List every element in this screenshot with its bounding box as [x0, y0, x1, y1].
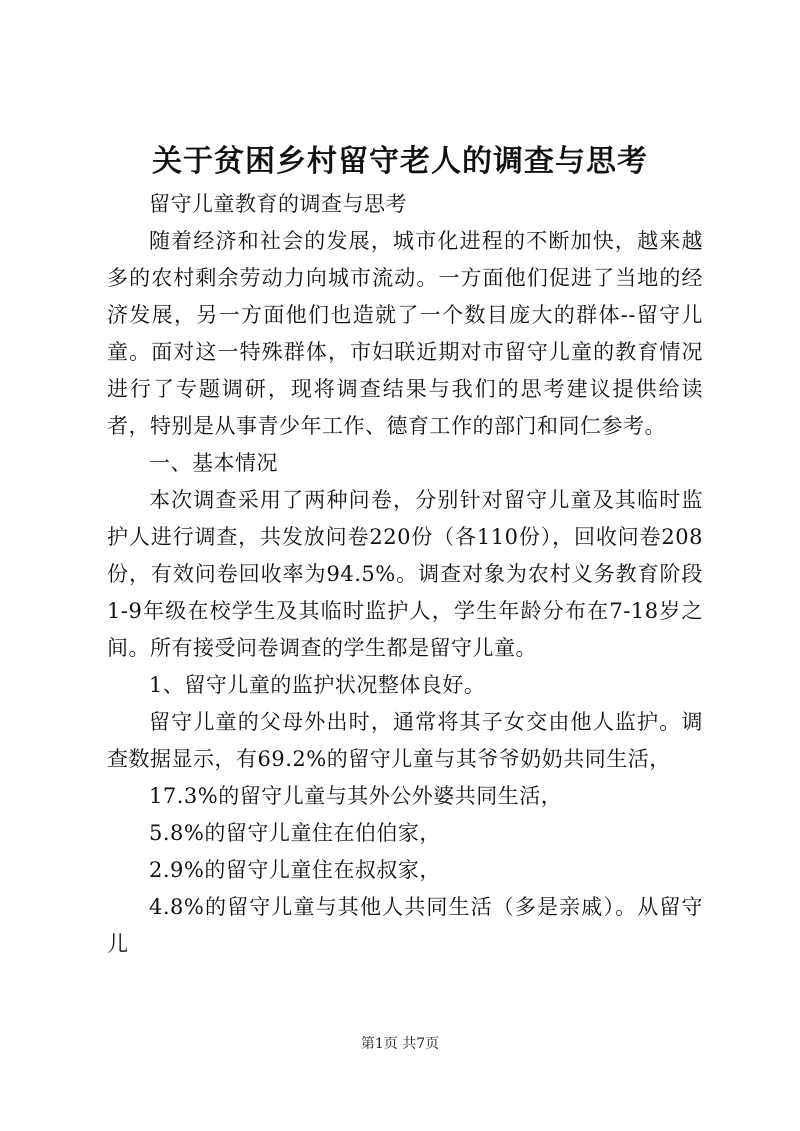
- paragraph-stat-uncle-younger: 2.9%的留守儿童住在叔叔家，: [149, 858, 441, 882]
- paragraph-stat-maternal: 17.3%的留守儿童与其外公外婆共同生活，: [149, 784, 563, 808]
- paragraph-stat-others: 4.8%的留守儿童与其他人共同生活（多是亲戚）。从留守儿: [107, 895, 703, 956]
- subheading-guardianship: 1、留守儿童的监护状况整体良好。: [149, 673, 486, 697]
- page-footer: 第1页 共7页: [360, 1036, 440, 1052]
- document-body: [107, 186, 703, 963]
- paragraph-stat-uncle-elder: 5.8%的留守儿童住在伯伯家，: [149, 821, 441, 845]
- document-title: 关于贫困乡村留守老人的调查与思考: [152, 144, 648, 179]
- paragraph-survey: 本次调查采用了两种问卷，分别针对留守儿童及其临时监护人进行调查，共发放问卷220份（各110份），回收问卷208份，有效问卷回收率为94.5%。调查对象为农村义务教育阶段1-9年级在校学生及其临时监护人，学生年龄分布在7-18岁之间。所有接受问卷调查的学生都是留守儿童。: [107, 488, 703, 660]
- paragraph-subtitle: 留守儿童教育的调查与思考: [149, 192, 407, 216]
- paragraph-intro: 随着经济和社会的发展，城市化进程的不断加快，越来越多的农村剩余劳动力向城市流动。一方面他们促进了当地的经济发展，另一方面他们也造就了一个数目庞大的群体--留守儿童。面对这一特殊群体，市妇联近期对市留守儿童的教育情况进行了专题调研，现将调查结果与我们的思考建议提供给读者，特别是从事青少年工作、德育工作的部门和同仁参考。: [107, 229, 703, 438]
- section-heading-basic: 一、基本情况: [149, 451, 278, 475]
- paragraph-guardianship: 留守儿童的父母外出时，通常将其子女交由他人监护。调查数据显示，有69.2%的留守儿童与其爷爷奶奶共同生活，: [107, 710, 703, 771]
